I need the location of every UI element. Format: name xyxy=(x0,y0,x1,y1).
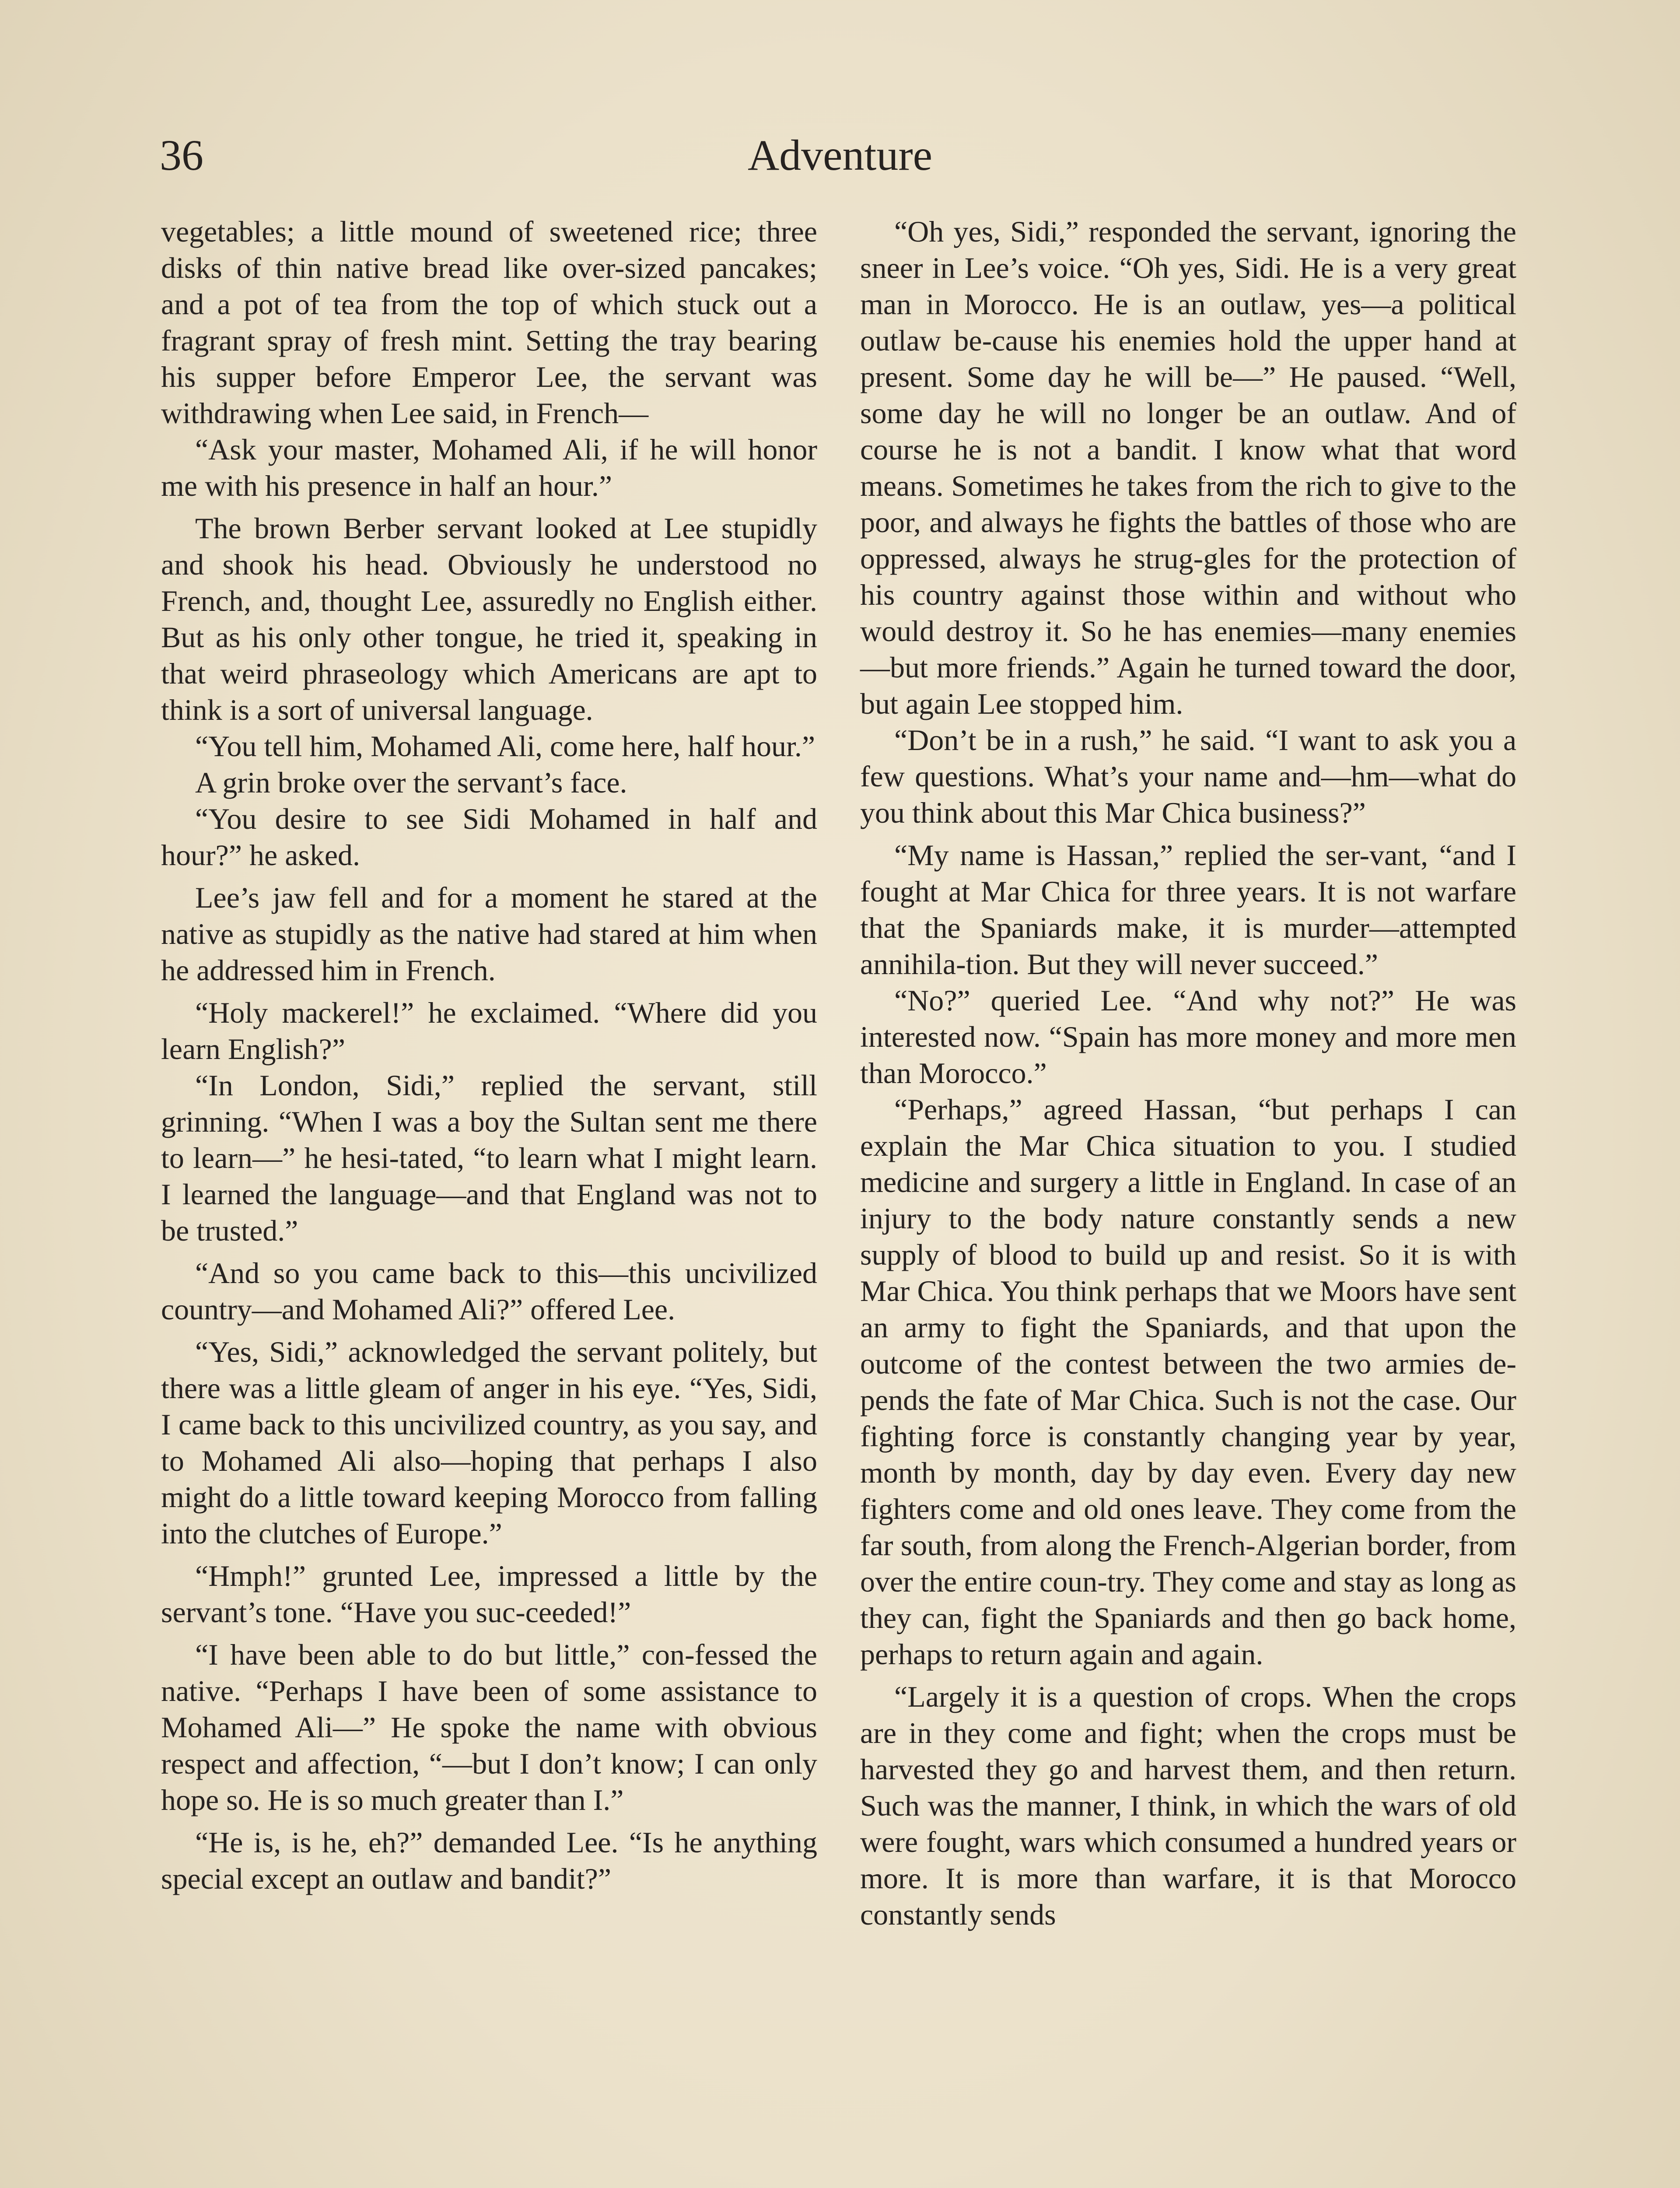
paragraph: “Perhaps,” agreed Hassan, “but perhaps I can explain the Mar Chica situation to you. I studied medicine and surgery a little in England. In case of an injury to the body nature constantly sends a new supply of blood to build up and resist. So it is with Mar Chica. You think perhaps that we Moors have sent an army to fight the Spaniards, and that upon the outcome of the contest between the two armies de-pends the fate of Mar Chica. Such is not the case. Our fighting force is constantly changing year by year, month by month, day by day even. Every day new fighters come and old ones leave. They come from the far south, from along the French-Algerian border, from over the entire coun-try. They come and stay as long as they can, fight the Spaniards and then go back home, perhaps to return again and again. xyxy=(860,1093,1516,1671)
paragraph: “My name is Hassan,” replied the ser-vant, “and I fought at Mar Chica for three years. It is not warfare that the Spaniards make, it is murder—attempted annihila-tion. But they will never succeed.” xyxy=(860,838,1516,981)
left-column xyxy=(161,214,817,1897)
paragraph: “You desire to see Sidi Mohamed in half and hour?” he asked. xyxy=(161,802,817,872)
paragraph: A grin broke over the servant’s face. xyxy=(195,766,627,799)
right-column xyxy=(860,214,1516,1933)
paragraph: “No?” queried Lee. “And why not?” He was interested now. “Spain has more money and more men than Morocco.” xyxy=(860,984,1516,1090)
page-number: 36 xyxy=(160,131,203,179)
paragraph: Lee’s jaw fell and for a moment he stared at the native as stupidly as the native had stared at him when he addressed him in French. xyxy=(161,881,817,987)
paragraph: vegetables; a little mound of sweetened rice; three disks of thin native bread like over-sized pancakes; and a pot of tea from the top of which stuck out a fragrant spray of fresh mint. Setting the tray bearing his supper before Emperor Lee, the servant was withdrawing when Lee said, in French— xyxy=(161,215,817,430)
paragraph: “Largely it is a question of crops. When the crops are in they come and fight; when the crops must be harvested they go and harvest them, and then return. Such was the manner, I think, in which the wars of old were fought, wars which consumed a hundred years or more. It is more than warfare, it is that Morocco constantly sends xyxy=(860,1680,1516,1931)
paragraph: “He is, is he, eh?” demanded Lee. “Is he anything special except an outlaw and bandit?” xyxy=(161,1826,817,1895)
paragraph: “Yes, Sidi,” acknowledged the servant politely, but there was a little gleam of anger in his eye. “Yes, Sidi, I came back to this uncivilized country, as you say, and to Mohamed Ali also—hoping that perhaps I also might do a little toward keeping Morocco from falling into the clutches of Europe.” xyxy=(161,1335,817,1550)
paragraph: “Don’t be in a rush,” he said. “I want to ask you a few questions. What’s your name and—hm—what do you think about this Mar Chica business?” xyxy=(860,723,1516,829)
paragraph: The brown Berber servant looked at Lee stupidly and shook his head. Obviously he understood no French, and, thought Lee, assuredly no English either. But as his only other tongue, he tried it, speaking in that weird phraseology which Americans are apt to think is a sort of universal language. xyxy=(161,512,817,726)
page-header xyxy=(160,127,1520,184)
paragraph: “In London, Sidi,” replied the servant, still grinning. “When I was a boy the Sultan sent me there to learn—” he hesi-tated, “to learn what I might learn. I learned the language—and that England was not to be trusted.” xyxy=(161,1069,817,1247)
running-title: Adventure xyxy=(747,131,933,179)
paragraph: “Hmph!” grunted Lee, impressed a little by the servant’s tone. “Have you suc-ceeded!” xyxy=(161,1559,817,1629)
paragraph: “I have been able to do but little,” con-fessed the native. “Perhaps I have been of some assistance to Mohamed Ali—” He spoke the name with obvious respect and affection, “—but I don’t know; I can only hope so. He is so much greater than I.” xyxy=(161,1638,817,1816)
paragraph: “Holy mackerel!” he exclaimed. “Where did you learn English?” xyxy=(161,996,817,1066)
paragraph: “You tell him, Mohamed Ali, come here, half hour.” xyxy=(195,729,816,763)
paragraph: “Oh yes, Sidi,” responded the servant, ignoring the sneer in Lee’s voice. “Oh yes, Sidi. He is a very great man in Morocco. He is an outlaw, yes—a political outlaw be-cause his enemies hold the upper hand at present. Some day he will be—” He paused. “Well, some day he will no longer be an outlaw. And of course he is not a bandit. I know what that word means. Sometimes he takes from the rich to give to the poor, and always he fights the battles of those who are oppressed, always he strug-gles for the protection of his country against those within and without who would destroy it. So he has enemies—many enemies—but more friends.” Again he turned toward the door, but again Lee stopped him. xyxy=(860,215,1516,720)
paragraph: “Ask your master, Mohamed Ali, if he will honor me with his presence in half an hour.” xyxy=(161,433,817,502)
paragraph: “And so you came back to this—this uncivilized country—and Mohamed Ali?” offered Lee. xyxy=(161,1256,817,1326)
